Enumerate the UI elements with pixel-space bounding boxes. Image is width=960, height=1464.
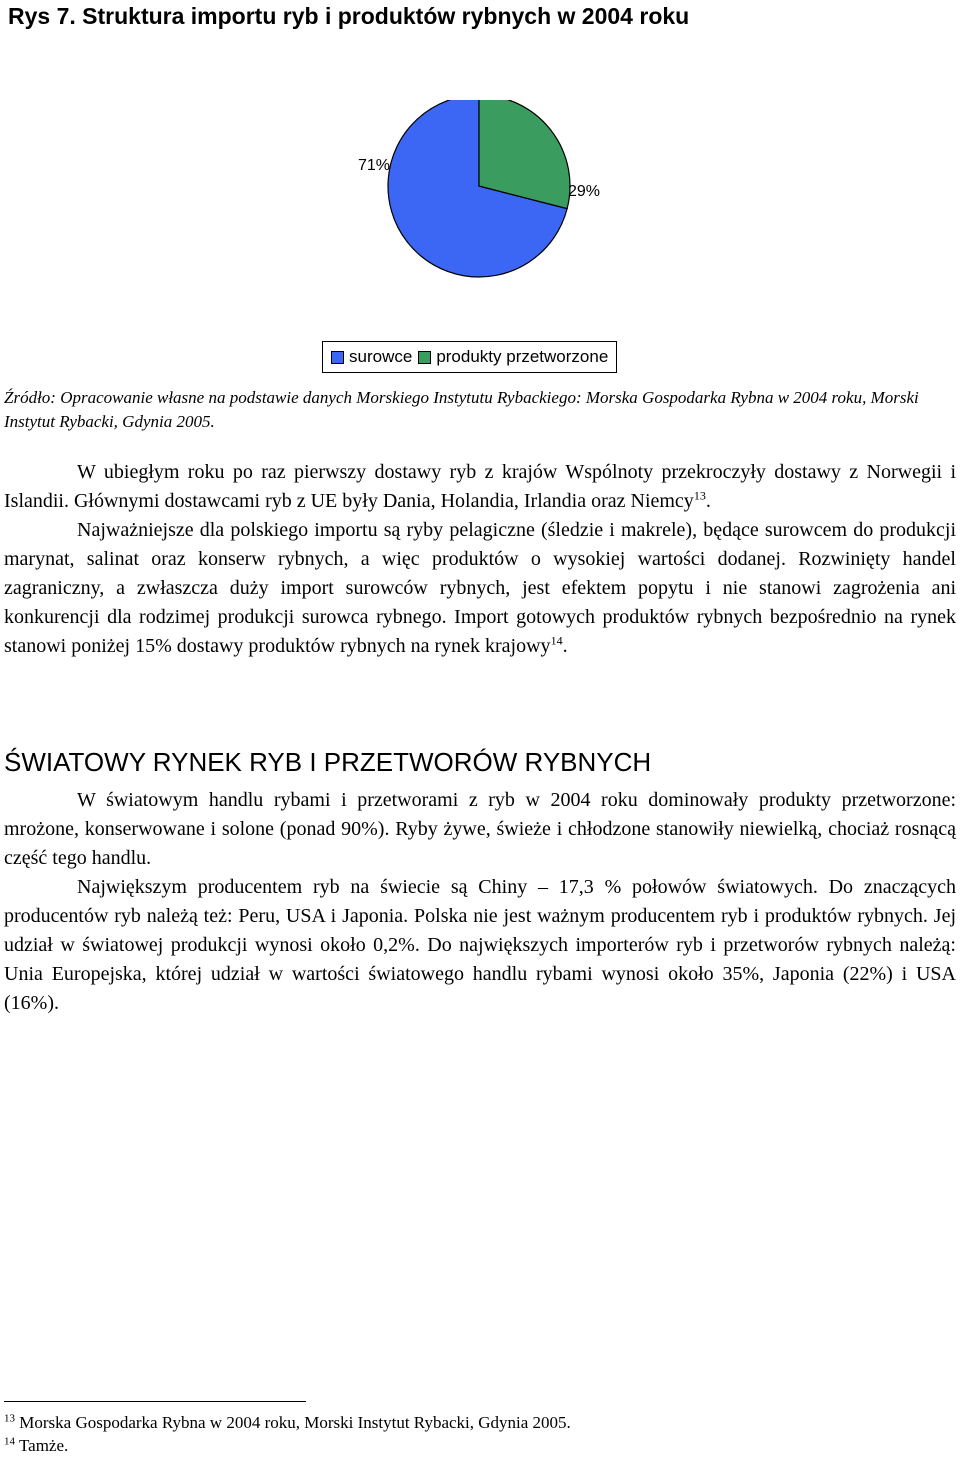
body-text-block-1 xyxy=(4,458,956,661)
figure-source-note: Źródło: Opracowanie własne na podstawie danych Morskiego Instytutu Rybackiego: Morska Gospodarka Rybna w 2004 roku, Morski Instytut Rybacki, Gdynia 2005. xyxy=(4,388,919,431)
paragraph: W światowym handlu rybami i przetworami z ryb w 2004 roku dominowały produkty przetworzone: mrożone, konserwowane i solone (ponad 90%). Ryby żywe, świeże i chłodzone stanowiły niewielką, chociaż rosnącą część tego handlu. xyxy=(4,789,956,869)
footnote-text: Morska Gospodarka Rybna w 2004 roku, Morski Instytut Rybacki, Gdynia 2005. xyxy=(19,1413,571,1432)
pie-value-label: 29% xyxy=(567,183,601,200)
figure-title: Rys 7. Struktura importu ryb i produktów rybnych w 2004 roku xyxy=(8,3,690,29)
paragraph-text: Najważniejsze dla polskiego importu są ryby pelagiczne (śledzie i makrele), będące surowcem do produkcji marynat, salinat oraz konserw rybnych, a więc produktów o wysokiej wartości dodanej. Rozwinięty handel zagraniczny, a zwłaszcza duży import surowców rybnych, jest efektem popytu i nie stanowi zagrożenia ani konkurencji dla rodzimej produkcji surowca rybnego. Import gotowych produktów rybnych bezpośrednio na rynek stanowi poniżej 15% dostawy produktów rybnych na rynek krajowy xyxy=(4,519,956,657)
paragraph: Największym producentem ryb na świecie są Chiny – 17,3 % połowów światowych. Do znaczących producentów ryb należą też: Peru, USA i Japonia. Polska nie jest ważnym producentem ryb i produktów rybnych. Jej udział w światowej produkcji wynosi około 0,2%. Do największych importerów ryb i przetworów rybnych należą: Unia Europejska, której udział w wartości światowego handlu rybami wynosi około 35%, Japonia (22%) i USA (16%). xyxy=(4,876,956,1014)
paragraph xyxy=(4,516,956,661)
legend-swatch-surowce xyxy=(331,351,344,364)
paragraph-text: W ubiegłym roku po raz pierwszy dostawy ryb z krajów Wspólnoty przekroczyły dostawy z Norwegii i Islandii. Głównymi dostawcami ryb z UE były Dania, Holandia, Irlandia oraz Niemcy xyxy=(4,461,956,512)
body-text-block-2 xyxy=(4,786,956,1018)
legend-swatch-produkty-przetworzone xyxy=(418,351,431,364)
footnote-divider xyxy=(4,1401,306,1402)
footnote-number: 14 xyxy=(4,1435,15,1448)
footnote-text: Tamże. xyxy=(18,1436,69,1455)
paragraph-end: . xyxy=(562,635,568,657)
pie-value-label: 71% xyxy=(357,157,391,174)
legend-item-surowce xyxy=(331,347,412,367)
pie-chart xyxy=(300,100,660,380)
section-heading: ŚWIATOWY RYNEK RYB I PRZETWORÓW RYBNYCH xyxy=(4,747,652,777)
footnote-number: 13 xyxy=(4,1412,15,1425)
footnote-13 xyxy=(4,1411,954,1434)
legend-label-produkty-przetworzone: produkty przetworzone xyxy=(436,347,609,366)
paragraph-end: . xyxy=(705,490,711,512)
legend-item-produkty-przetworzone xyxy=(418,347,608,367)
footnote-reference[interactable]: 13 xyxy=(693,488,706,503)
legend-label-surowce: surowce xyxy=(349,347,413,366)
footnote-reference[interactable]: 14 xyxy=(550,633,563,648)
footnote-14 xyxy=(4,1434,954,1457)
paragraph xyxy=(4,458,956,516)
footnotes xyxy=(4,1411,954,1457)
chart-legend xyxy=(322,341,617,373)
